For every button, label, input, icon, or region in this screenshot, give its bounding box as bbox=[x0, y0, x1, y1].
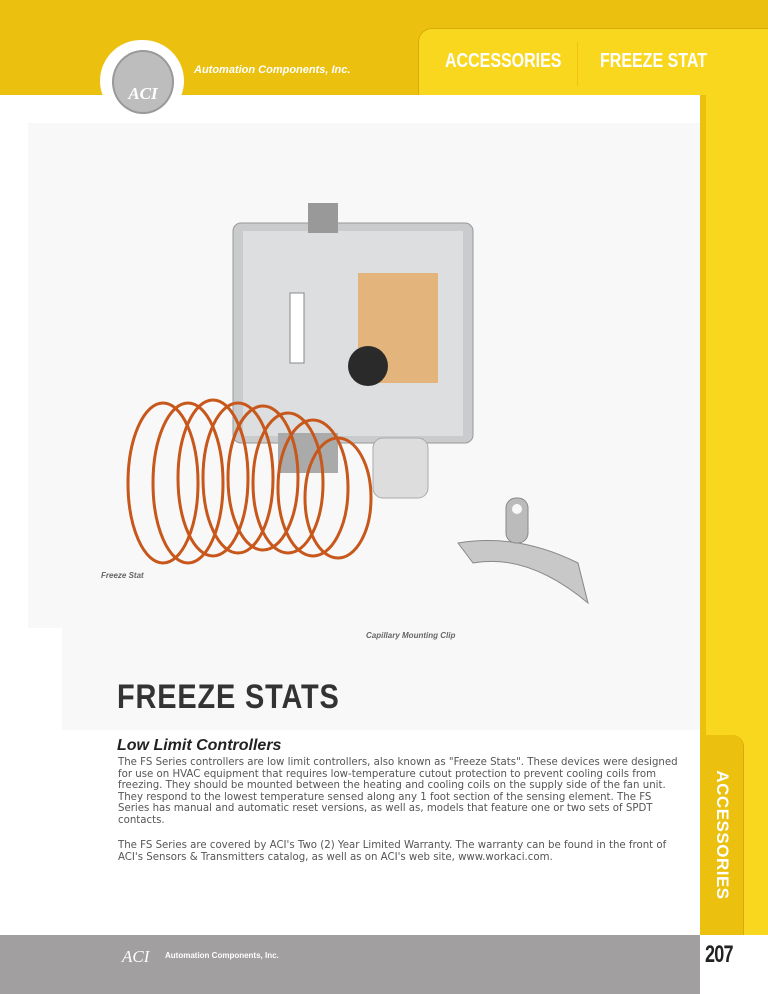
side-tab-label: ACCESSORIES bbox=[712, 770, 732, 900]
description-paragraph: The FS Series controllers are low limit controllers, also known as "Freeze Stats". These devices were designed for use on HVAC equipment that requires low-temperature cutout protection to prevent cooling coils from freezing. They should be mounted between the heating and cooling coils on the supply side of the fan unit. They respond to the lowest temperature sensed along any 1 foot section of the sensing element. The FS Series has manual and automatic reset versions, as well as, models that feature one or two sets of SPDT contacts. bbox=[118, 757, 678, 826]
page-title: FREEZE STATS bbox=[117, 678, 340, 716]
side-tab bbox=[700, 735, 744, 935]
subsection-label: FREEZE STAT bbox=[600, 50, 707, 72]
warranty-paragraph: The FS Series are covered by ACI's Two (2) Year Limited Warranty. The warranty can be found in the front of ACI's Sensors & Transmitters catalog, as well as on ACI's web site, www.workaci.com. bbox=[118, 840, 667, 863]
footer-logo: ACI bbox=[122, 947, 150, 966]
caption-clip: Capillary Mounting Clip bbox=[366, 631, 456, 640]
logo-text: ACI bbox=[128, 84, 158, 103]
freeze-stat-image bbox=[28, 123, 700, 628]
footer-company: Automation Components, Inc. bbox=[165, 951, 279, 960]
product-photo bbox=[28, 123, 700, 628]
company-name: Automation Components, Inc. bbox=[194, 64, 351, 76]
page-subtitle: Low Limit Controllers bbox=[117, 737, 282, 754]
section-label: ACCESSORIES bbox=[445, 50, 562, 72]
caption-freeze-stat: Freeze Stat bbox=[101, 571, 144, 580]
aci-logo bbox=[100, 40, 184, 120]
page-number: 207 bbox=[705, 941, 733, 968]
footer bbox=[0, 935, 700, 994]
header-divider bbox=[577, 42, 578, 86]
page-number-box bbox=[700, 935, 768, 994]
